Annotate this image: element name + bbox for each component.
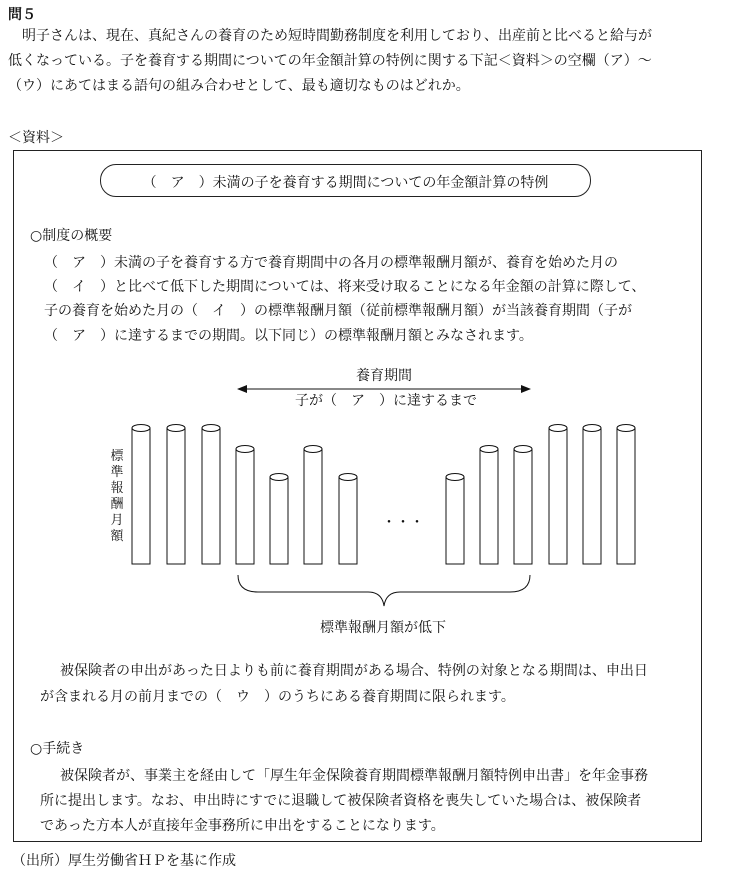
period-label: 養育期間 bbox=[356, 368, 412, 384]
procedure-text-line: であった方本人が直接年金事務所に申出をすることになります。 bbox=[40, 818, 445, 834]
application-text-line: 被保険者の申出があった日よりも前に養育期間がある場合、特例の対象となる期間は、申出日 bbox=[60, 663, 648, 679]
bottom-label: 標準報酬月額が低下 bbox=[320, 620, 446, 636]
overview-text-line: （ イ ）と比べて低下した期間については、将来受け取ることになる年金額の計算に際して、 bbox=[44, 279, 646, 295]
question-text-line: 明子さんは、現在、真紀さんの養育のため短時間勤務制度を利用しており、出産前と比べると給与が bbox=[8, 28, 652, 44]
y-axis-label: 標準報酬月額 bbox=[110, 449, 124, 544]
section-heading-procedure: ○手続き bbox=[30, 741, 85, 757]
application-text-line: が含まれる月の前月までの（ ウ ）のうちにある養育期間に限られます。 bbox=[40, 689, 515, 705]
question-number: 問５ bbox=[8, 7, 36, 23]
procedure-text-line: 被保険者が、事業主を経由して「厚生年金保険養育期間標準報酬月額特例申出書」を年金事務 bbox=[60, 768, 648, 784]
overview-text-line: （ ア ）未満の子を養育する方で養育期間中の各月の標準報酬月額が、養育を始めた月の bbox=[44, 255, 618, 271]
material-label: ＜資料＞ bbox=[8, 130, 64, 146]
material-title: （ ア ）未満の子を養育する期間についての年金額計算の特例 bbox=[142, 175, 549, 191]
period-sublabel: 子が（ ア ）に達するまで bbox=[295, 393, 477, 409]
overview-text-line: 子の養育を始めた月の（ イ ）の標準報酬月額（従前標準報酬月額）が当該養育期間（子が bbox=[44, 303, 632, 319]
section-heading-overview: ○制度の概要 bbox=[30, 228, 113, 244]
question-text-line: 低くなっている。子を養育する期間についての年金額計算の特例に関する下記＜資料＞の空欄（ア）〜 bbox=[8, 53, 652, 69]
ellipsis: ・・・ bbox=[382, 515, 424, 531]
source-note: （出所）厚生労働省ＨＰを基に作成 bbox=[12, 853, 236, 869]
procedure-text-line: 所に提出します。なお、申出時にすでに退職して被保険者資格を喪失していた場合は、被保険者 bbox=[40, 793, 642, 809]
overview-text-line: （ ア ）に達するまでの期間。以下同じ）の標準報酬月額とみなされます。 bbox=[44, 328, 533, 344]
question-text-line: （ウ）にあてはまる語句の組み合わせとして、最も適切なものはどれか。 bbox=[8, 78, 470, 94]
